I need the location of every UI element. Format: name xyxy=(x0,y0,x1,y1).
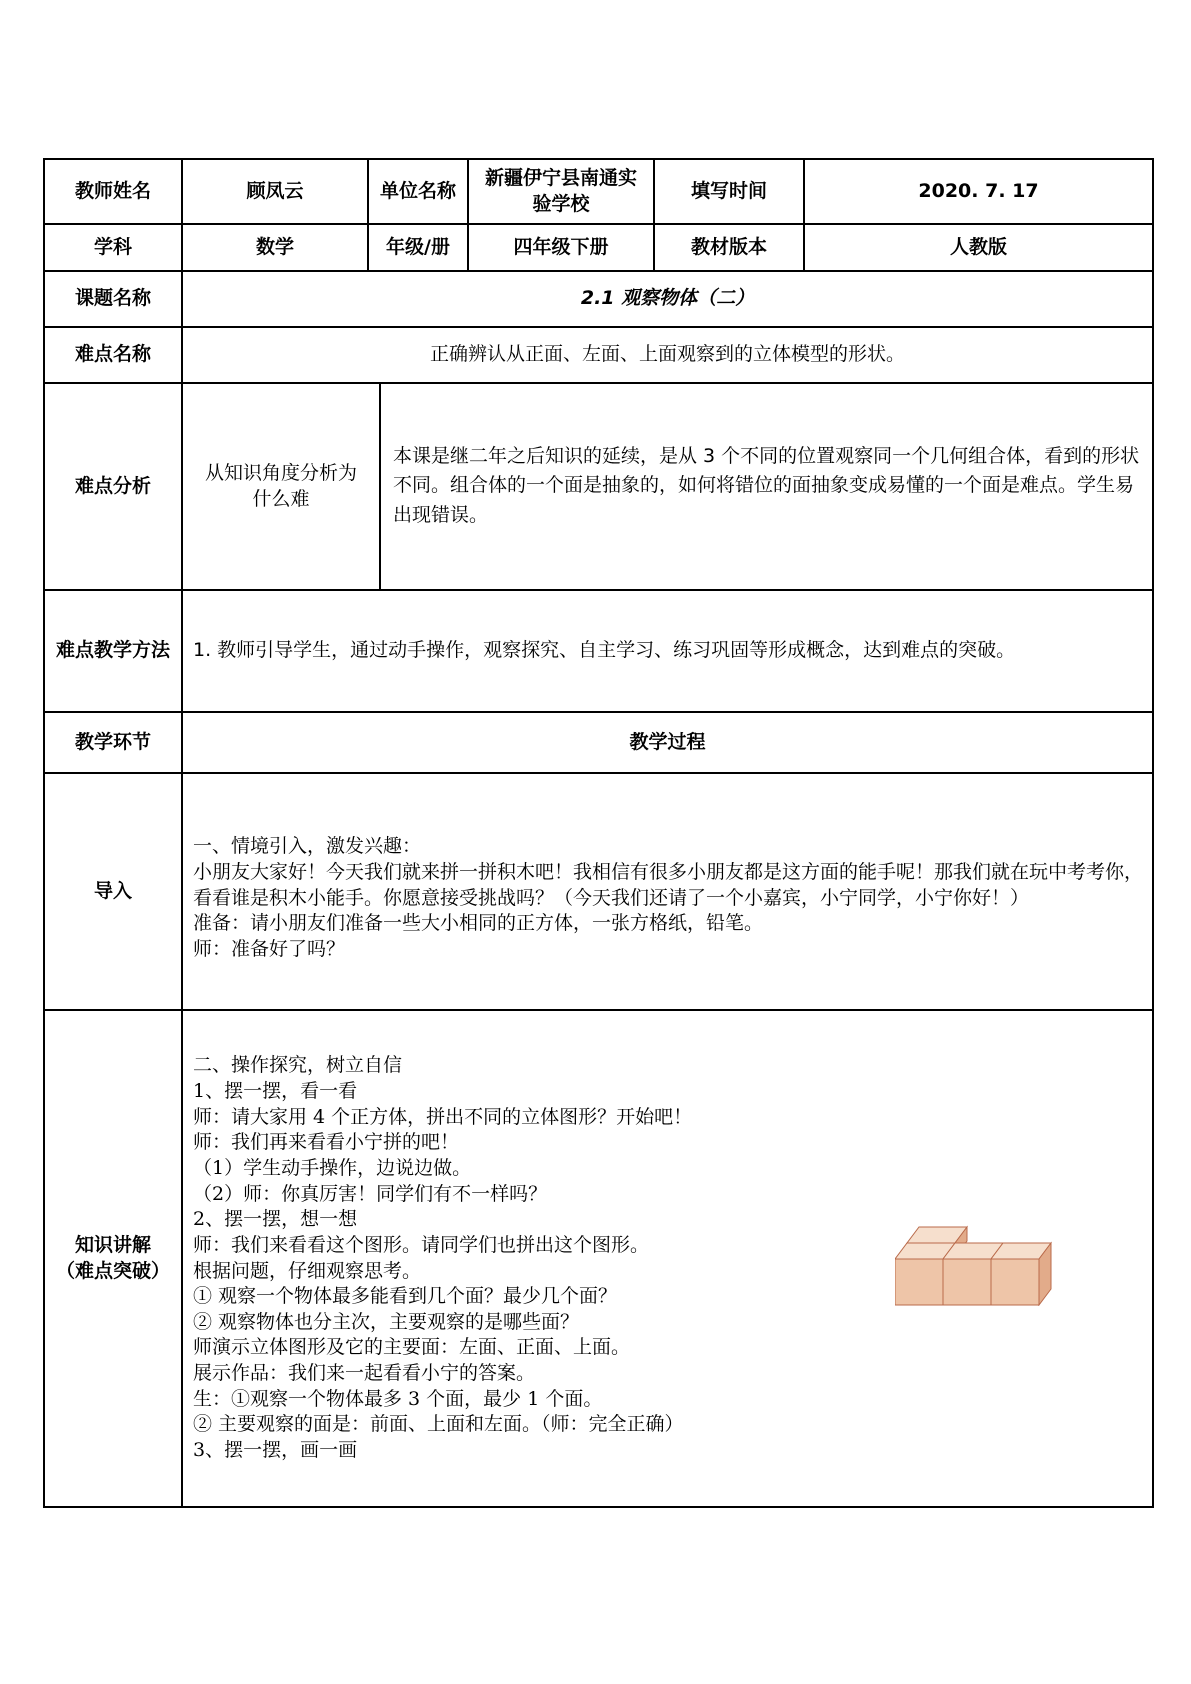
intro-line: 师：准备好了吗？ xyxy=(193,937,346,960)
unit-label: 单位名称 xyxy=(368,159,468,224)
front-face-2 xyxy=(943,1259,991,1305)
grade-label: 年级/册 xyxy=(368,224,468,271)
intro-line: 小朋友大家好！今天我们就来拼一拼积木吧！我相信有很多小朋友都是这方面的能手呢！那我们就在玩中考考你，看看谁是积木小能手。你愿意接受挑战吗？（今天我们还请了一个小嘉宾，小宁同学，小宁你好！） xyxy=(193,861,1144,909)
knowledge-line: 展示作品：我们来一起看看小宁的答案。 xyxy=(193,1362,536,1385)
knowledge-line: 生：①观察一个物体最多 3 个面，最少 1 个面。 xyxy=(193,1387,603,1410)
analysis-label: 难点分析 xyxy=(44,383,182,590)
knowledge-label-line1: 知识讲解 xyxy=(74,1233,151,1256)
process-header-row xyxy=(44,712,1153,773)
cube-figure-icon xyxy=(895,1221,1070,1306)
method-label: 难点教学方法 xyxy=(44,590,182,712)
analysis-split xyxy=(183,384,1152,589)
knowledge-line: 3、摆一摆，画一画 xyxy=(193,1438,358,1461)
intro-line: 准备：请小朋友们准备一些大小相同的正方体，一张方格纸，铅笔。 xyxy=(193,912,764,935)
knowledge-line: 师：我们再来看看小宁拼的吧！ xyxy=(193,1131,460,1154)
knowledge-row xyxy=(44,1010,1153,1507)
knowledge-line: ② 主要观察的面是：前面、上面和左面。（师：完全正确） xyxy=(193,1413,684,1436)
stage-label: 教学环节 xyxy=(44,712,182,773)
knowledge-line: 师演示立体图形及它的主要面：左面、正面、上面。 xyxy=(193,1336,631,1359)
intro-content xyxy=(182,773,1153,1010)
analysis-row xyxy=(44,383,1153,590)
knowledge-line: 1、摆一摆，看一看 xyxy=(193,1080,358,1103)
edition-label: 教材版本 xyxy=(654,224,804,271)
analysis-text: 本课是继二年之后知识的延续，是从 3 个不同的位置观察同一个几何组合体，看到的形状不同。组合体的一个面是抽象的，如何将错位的面抽象变成易懂的一个面是难点。学生易出现错误。 xyxy=(393,445,1140,526)
method-text: 1. 教师引导学生，通过动手操作，观察探究、自主学习、练习巩固等形成概念，达到难点的突破。 xyxy=(182,590,1153,712)
intro-line: 一、情境引入，激发兴趣： xyxy=(193,835,422,858)
grade-value: 四年级下册 xyxy=(468,224,654,271)
topic-value: 2.1 观察物体（二） xyxy=(182,271,1153,327)
unit-name: 新疆伊宁县南通实验学校 xyxy=(468,159,654,224)
knowledge-line: ① 观察一个物体最多能看到几个面？最少几个面？ xyxy=(193,1285,618,1308)
front-face-3 xyxy=(991,1259,1039,1305)
intro-lines xyxy=(193,820,1146,962)
topic-label: 课题名称 xyxy=(44,271,182,327)
difficulty-row xyxy=(44,327,1153,383)
knowledge-label-line2: （难点突破） xyxy=(55,1259,170,1282)
knowledge-line: 师：请大家用 4 个正方体，拼出不同的立体图形？开始吧！ xyxy=(193,1105,693,1128)
analysis-sub-label: 从知识角度分析为什么难 xyxy=(183,384,381,589)
intro-label: 导入 xyxy=(44,773,182,1010)
knowledge-line: 师：我们来看看这个图形。请同学们也拼出这个图形。 xyxy=(193,1233,650,1256)
lesson-plan-table xyxy=(43,158,1154,1508)
knowledge-line: 根据问题，仔细观察思考。 xyxy=(193,1259,422,1282)
subject-value: 数学 xyxy=(182,224,368,271)
knowledge-line: （2）师：你真厉害！同学们有不一样吗？ xyxy=(193,1182,548,1205)
knowledge-line: 2、摆一摆，想一想 xyxy=(193,1208,358,1231)
method-row xyxy=(44,590,1153,712)
knowledge-label xyxy=(44,1010,182,1507)
info-row-1 xyxy=(44,159,1153,224)
process-label: 教学过程 xyxy=(182,712,1153,773)
difficulty-label: 难点名称 xyxy=(44,327,182,383)
subject-label: 学科 xyxy=(44,224,182,271)
edition-value: 人教版 xyxy=(804,224,1153,271)
front-face-1 xyxy=(895,1259,943,1305)
knowledge-line: ② 观察物体也分主次，主要观察的是哪些面？ xyxy=(193,1310,580,1333)
intro-row xyxy=(44,773,1153,1010)
knowledge-content xyxy=(182,1010,1153,1507)
info-row-2 xyxy=(44,224,1153,271)
knowledge-line: （1）学生动手操作，边说边做。 xyxy=(193,1156,472,1179)
date-value: 2020. 7. 17 xyxy=(804,159,1153,224)
analysis-cell xyxy=(182,383,1153,590)
topic-row xyxy=(44,271,1153,327)
date-label: 填写时间 xyxy=(654,159,804,224)
teacher-name: 顾凤云 xyxy=(182,159,368,224)
teacher-label: 教师姓名 xyxy=(44,159,182,224)
difficulty-value: 正确辨认从正面、左面、上面观察到的立体模型的形状。 xyxy=(182,327,1153,383)
knowledge-line: 二、操作探究，树立自信 xyxy=(193,1054,403,1077)
